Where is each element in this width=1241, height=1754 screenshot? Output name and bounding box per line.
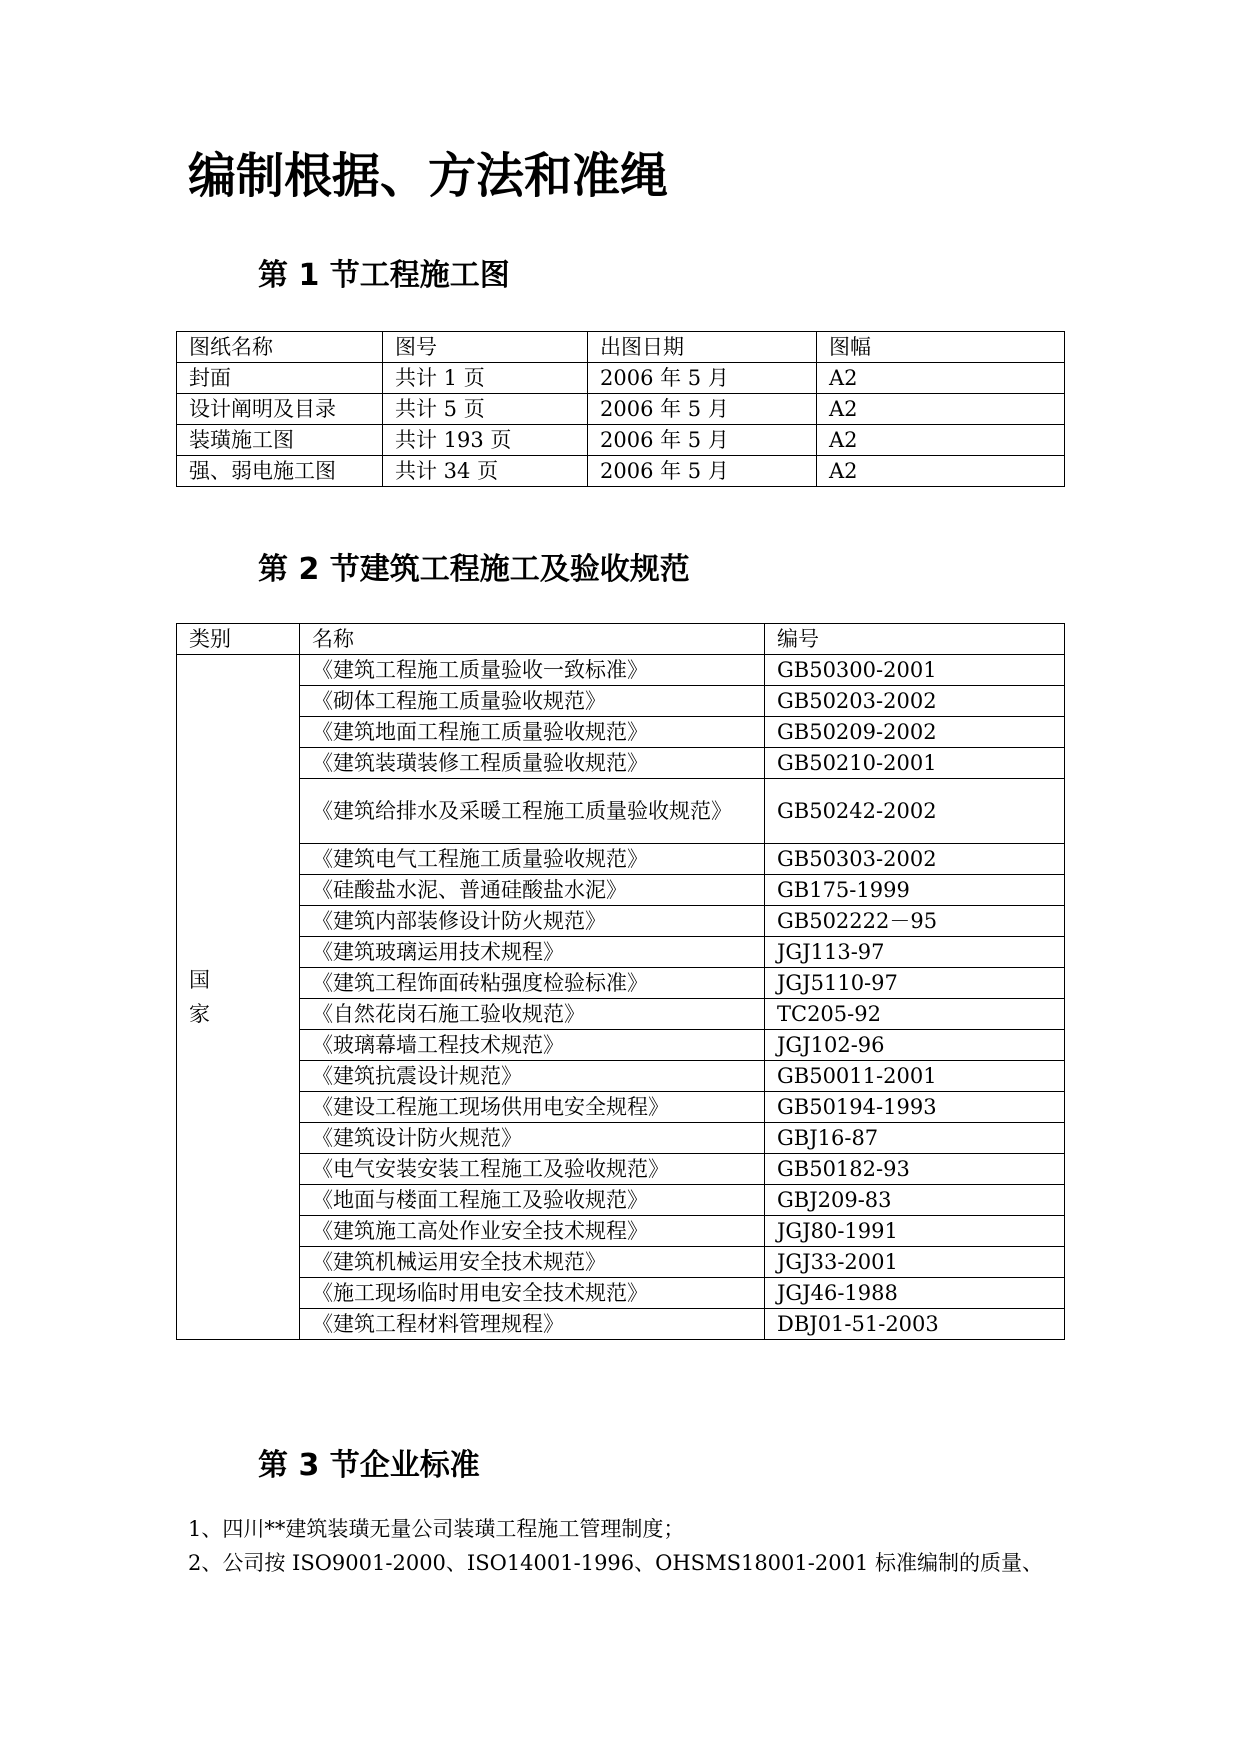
standard-name-cell: 《硅酸盐水泥、普通硅酸盐水泥》 <box>300 875 765 906</box>
table-cell: 2006 年 5 月 <box>588 394 817 425</box>
standard-code-cell: GB50209-2002 <box>765 717 1065 748</box>
standard-name-cell: 《建筑抗震设计规范》 <box>300 1061 765 1092</box>
table-cell: 2006 年 5 月 <box>588 425 817 456</box>
table-cell: A2 <box>817 425 1065 456</box>
table-cell: 装璜施工图 <box>177 425 383 456</box>
table-row <box>177 1216 1065 1247</box>
standard-name-cell: 《施工现场临时用电安全技术规范》 <box>300 1278 765 1309</box>
standard-code-cell: GB50194-1993 <box>765 1092 1065 1123</box>
table-row <box>177 906 1065 937</box>
standard-code-cell: JGJ102-96 <box>765 1030 1065 1061</box>
table-row <box>177 686 1065 717</box>
standard-code-cell: GB50300-2001 <box>765 655 1065 686</box>
table-row <box>177 1154 1065 1185</box>
table-row <box>177 655 1065 686</box>
table-row <box>177 875 1065 906</box>
standard-name-cell: 《建筑给排水及采暖工程施工质量验收规范》 <box>300 779 765 844</box>
table-row <box>177 1092 1065 1123</box>
standard-code-cell: GB50210-2001 <box>765 748 1065 779</box>
standard-code-cell: DBJ01-51-2003 <box>765 1309 1065 1340</box>
header-cell: 出图日期 <box>588 332 817 363</box>
standard-name-cell: 《建筑装璜装修工程质量验收规范》 <box>300 748 765 779</box>
table-row <box>177 748 1065 779</box>
table-row <box>177 779 1065 844</box>
standard-code-cell: JGJ80-1991 <box>765 1216 1065 1247</box>
table-row <box>177 844 1065 875</box>
table-cell: 2006 年 5 月 <box>588 456 817 487</box>
table-row <box>177 1030 1065 1061</box>
standard-code-cell: JGJ46-1988 <box>765 1278 1065 1309</box>
table-row <box>177 999 1065 1030</box>
table-header-row <box>177 332 1065 363</box>
table-cell: 强、弱电施工图 <box>177 456 383 487</box>
standard-name-cell: 《建筑工程施工质量验收一致标准》 <box>300 655 765 686</box>
table-cell: A2 <box>817 394 1065 425</box>
section-heading-specifications: 第 2 节建筑工程施工及验收规范 <box>258 552 690 587</box>
table-row <box>177 456 1065 487</box>
table-cell: 共计 1 页 <box>383 363 588 394</box>
standard-code-cell: JGJ5110-97 <box>765 968 1065 999</box>
standard-name-cell: 《建筑施工高处作业安全技术规程》 <box>300 1216 765 1247</box>
paragraph: 2、公司按 ISO9001-2000、ISO14001-1996、OHSMS18001-2001 标准编制的质量、 <box>188 1551 1043 1575</box>
standard-name-cell: 《建设工程施工现场供用电安全规程》 <box>300 1092 765 1123</box>
table-header-row <box>177 624 1065 655</box>
standard-name-cell: 《电气安装安装工程施工及验收规范》 <box>300 1154 765 1185</box>
standard-code-cell: GBJ209-83 <box>765 1185 1065 1216</box>
drawings-table <box>176 331 1065 487</box>
standard-name-cell: 《建筑地面工程施工质量验收规范》 <box>300 717 765 748</box>
header-cell: 编号 <box>765 624 1065 655</box>
standard-name-cell: 《建筑工程饰面砖粘强度检验标准》 <box>300 968 765 999</box>
table-row <box>177 1247 1065 1278</box>
standard-name-cell: 《建筑机械运用安全技术规范》 <box>300 1247 765 1278</box>
table-row <box>177 1278 1065 1309</box>
header-cell: 类别 <box>177 624 300 655</box>
standard-name-cell: 《建筑电气工程施工质量验收规范》 <box>300 844 765 875</box>
category-cell: 国 家 <box>177 655 300 1340</box>
table-row <box>177 968 1065 999</box>
table-cell: 共计 193 页 <box>383 425 588 456</box>
standard-code-cell: GB50303-2002 <box>765 844 1065 875</box>
header-cell: 图纸名称 <box>177 332 383 363</box>
standard-code-cell: GB50182-93 <box>765 1154 1065 1185</box>
standard-name-cell: 《建筑工程材料管理规程》 <box>300 1309 765 1340</box>
table-row <box>177 1185 1065 1216</box>
section-heading-drawings: 第 1 节工程施工图 <box>258 258 510 293</box>
document-title: 编制根据、方法和准绳 <box>188 148 669 204</box>
standards-table <box>176 623 1065 1340</box>
table-cell: A2 <box>817 456 1065 487</box>
table-cell: 封面 <box>177 363 383 394</box>
standard-code-cell: JGJ113-97 <box>765 937 1065 968</box>
table-row <box>177 717 1065 748</box>
standard-name-cell: 《建筑玻璃运用技术规程》 <box>300 937 765 968</box>
standard-name-cell: 《建筑内部装修设计防火规范》 <box>300 906 765 937</box>
table-cell: A2 <box>817 363 1065 394</box>
table-row <box>177 425 1065 456</box>
header-cell: 图号 <box>383 332 588 363</box>
table-row <box>177 1061 1065 1092</box>
standard-code-cell: GBJ16-87 <box>765 1123 1065 1154</box>
standard-code-cell: GB175-1999 <box>765 875 1065 906</box>
standard-code-cell: GB50242-2002 <box>765 779 1065 844</box>
standard-name-cell: 《玻璃幕墙工程技术规范》 <box>300 1030 765 1061</box>
table-row <box>177 363 1065 394</box>
section-heading-enterprise-standards: 第 3 节企业标准 <box>258 1448 480 1483</box>
table-row <box>177 394 1065 425</box>
table-cell: 2006 年 5 月 <box>588 363 817 394</box>
table-row <box>177 1309 1065 1340</box>
standard-code-cell: TC205-92 <box>765 999 1065 1030</box>
standard-name-cell: 《自然花岗石施工验收规范》 <box>300 999 765 1030</box>
standard-code-cell: JGJ33-2001 <box>765 1247 1065 1278</box>
standard-code-cell: GB502222－95 <box>765 906 1065 937</box>
standard-code-cell: GB50203-2002 <box>765 686 1065 717</box>
header-cell: 名称 <box>300 624 765 655</box>
table-cell: 共计 5 页 <box>383 394 588 425</box>
table-cell: 设计阐明及目录 <box>177 394 383 425</box>
standard-name-cell: 《地面与楼面工程施工及验收规范》 <box>300 1185 765 1216</box>
paragraph: 1、四川**建筑装璜无量公司装璜工程施工管理制度； <box>188 1517 685 1541</box>
standard-code-cell: GB50011-2001 <box>765 1061 1065 1092</box>
standard-name-cell: 《建筑设计防火规范》 <box>300 1123 765 1154</box>
table-row <box>177 1123 1065 1154</box>
table-cell: 共计 34 页 <box>383 456 588 487</box>
header-cell: 图幅 <box>817 332 1065 363</box>
table-row <box>177 937 1065 968</box>
standard-name-cell: 《砌体工程施工质量验收规范》 <box>300 686 765 717</box>
